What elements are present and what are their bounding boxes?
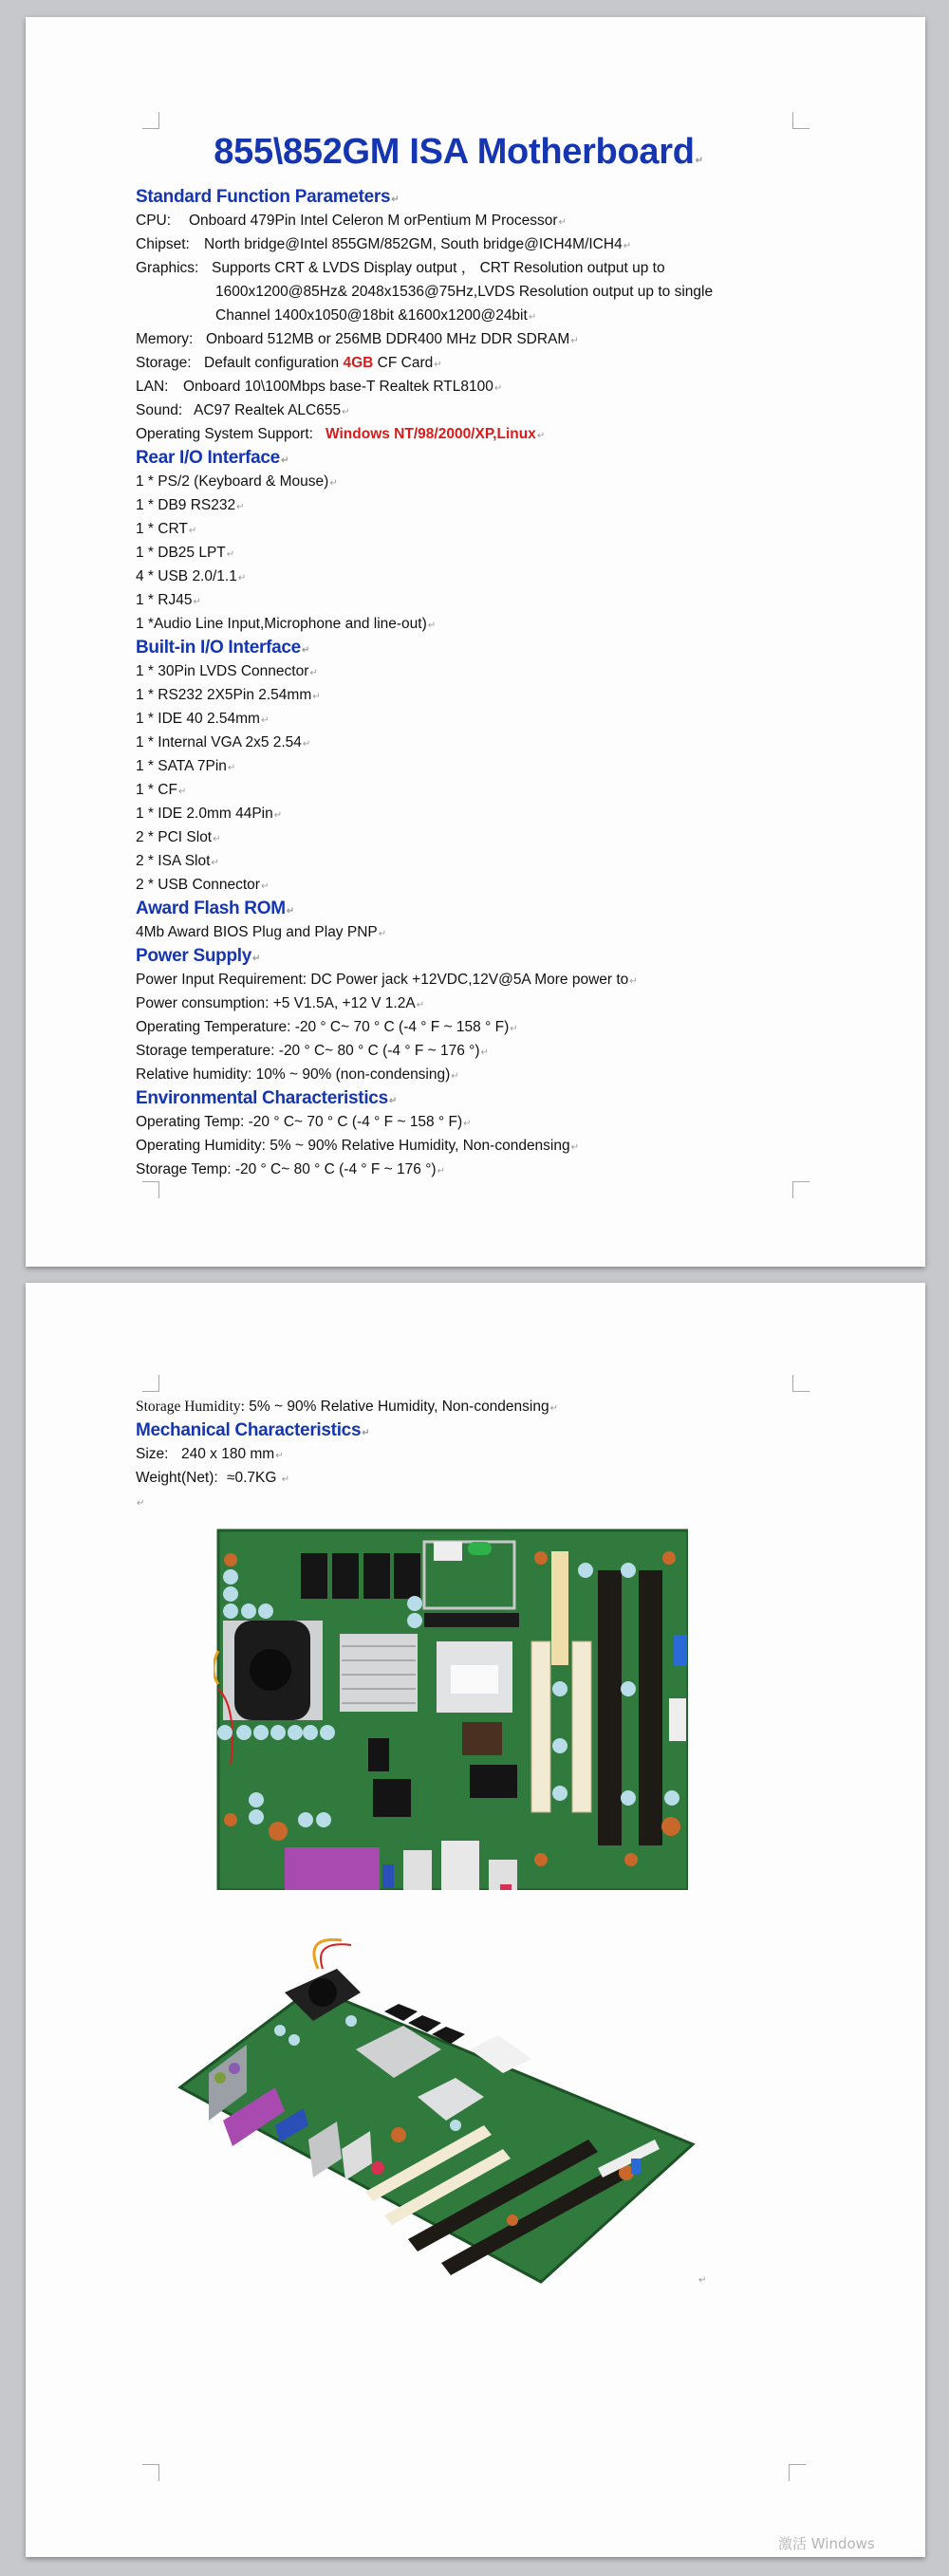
empty-paragraph: ↵ [137,1498,145,1509]
bios-chip [462,1722,502,1755]
lan-chip [470,1765,517,1798]
power-supply-item-text: Relative humidity: 10% ~ 90% (non-condensing) [136,1066,451,1083]
usb-ports [403,1850,432,1890]
rear-io-item-text: 4 * USB 2.0/1.1 [136,568,237,584]
environmental-item-text: Operating Humidity: 5% ~ 90% Relative Humidity, Non-condensing [136,1138,570,1154]
spec-graphics: Graphics: Supports CRT & LVDS Display output ， CRT Resolution output up to [136,260,665,276]
spec-lan: LAN: Onboard 10\100Mbps base-T Realtek RTL8100↵ [136,379,503,395]
motherboard-top-photo [214,1518,688,1890]
sata-connector [674,1635,687,1666]
power-supply-item: Relative humidity: 10% ~ 90% (non-condensing)↵ [136,1066,459,1083]
rear-io-item-text: 1 * CRT [136,521,188,537]
margin-mark [789,2464,806,2481]
heading-mechanical: Mechanical Characteristics↵ [136,1420,370,1440]
power-supply-list [136,968,800,1086]
builtin-io-item: 1 * CF↵ [136,782,187,798]
builtin-io-item-text: 1 * SATA 7Pin [136,758,227,774]
rear-io-item-text: 1 * DB25 LPT [136,545,226,561]
rear-io-item: 1 *Audio Line Input,Microphone and line-out)↵ [136,616,437,632]
spec-size: Size: 240 x 180 mm↵ [136,1446,284,1462]
environmental-item: Storage Temp: -20 ° C~ 80 ° C (-4 ° F ~ 176 °)↵ [136,1161,445,1177]
margin-mark [792,112,809,129]
isa-slot [639,1570,662,1845]
builtin-io-item-text: 2 * USB Connector [136,877,260,893]
isa-slot [598,1570,622,1845]
builtin-io-item-text: 2 * PCI Slot [136,829,213,845]
builtin-io-item-text: 1 * IDE 40 2.54mm [136,711,260,727]
environmental-list [136,1110,800,1181]
builtin-io-item: 1 * 30Pin LVDS Connector↵ [136,663,318,679]
rear-io-list [136,470,800,636]
power-supply-item-text: Storage temperature: -20 ° C~ 80 ° C (-4 ° F ~ 176 °) [136,1043,480,1059]
windows-activation-watermark: 激活 Windows [778,2535,875,2552]
spec-chipset: Chipset: North bridge@Intel 855GM/852GM, South bridge@ICH4M/ICH4↵ [136,236,632,252]
power-supply-item-text: Operating Temperature: -20 ° C~ 70 ° C (-4 ° F ~ 158 ° F) [136,1019,510,1035]
spec-memory: Memory: Onboard 512MB or 256MB DDR400 MHz DDR SDRAM↵ [136,331,579,347]
sata-connector [631,2159,641,2174]
builtin-io-item-text: 1 * Internal VGA 2x5 2.54 [136,734,302,751]
builtin-io-item: 1 * IDE 2.0mm 44Pin↵ [136,806,283,822]
pci-slot [531,1641,550,1812]
rear-io-item: 1 * DB9 RS232↵ [136,497,245,513]
heading-builtin-io: Built-in I/O Interface↵ [136,638,310,658]
heading-power-supply: Power Supply↵ [136,946,261,966]
page1-content [136,131,800,1181]
builtin-io-item-text: 2 * ISA Slot [136,853,211,869]
builtin-io-item: 2 * ISA Slot↵ [136,853,219,869]
builtin-io-item-text: 1 * CF [136,782,177,798]
heading-rear-io: Rear I/O Interface↵ [136,448,289,468]
builtin-io-item: 2 * PCI Slot↵ [136,829,221,845]
environmental-item: Operating Temp: -20 ° C~ 70 ° C (-4 ° F ~ 158 ° F)↵ [136,1114,472,1130]
heading-standard: Standard Function Parameters↵ [136,187,400,207]
power-supply-item-text: Power Input Requirement: DC Power jack +12VDC,12V@5A More power to [136,972,629,988]
margin-mark [792,1375,809,1392]
builtin-io-item: 1 * IDE 40 2.54mm↵ [136,711,270,727]
margin-mark [142,1181,159,1198]
rear-io-item-text: 1 *Audio Line Input,Microphone and line-out) [136,616,427,632]
vga-port [382,1864,394,1888]
heading-flash-rom: Award Flash ROM↵ [136,899,294,918]
rear-io-item: 1 * CRT↵ [136,521,197,537]
builtin-io-item: 1 * Internal VGA 2x5 2.54↵ [136,734,311,751]
document-title: 855\852GM ISA Motherboard↵ [214,132,703,172]
margin-mark [142,112,159,129]
builtin-io-item: 1 * RS232 2X5Pin 2.54mm↵ [136,687,321,703]
builtin-io-item: 1 * SATA 7Pin↵ [136,758,236,774]
power-supply-item: Power consumption: +5 V1.5A, +12 V 1.2A↵ [136,995,425,1011]
power-supply-item-text: Power consumption: +5 V1.5A, +12 V 1.2A [136,995,416,1011]
flash-rom-list [136,920,800,944]
rear-io-item-text: 1 * DB9 RS232 [136,497,236,513]
spec-graphics-line3: Channel 1400x1050@18bit &1600x1200@24bit↵ [215,307,537,324]
spec-storage: Storage: Default configuration 4GB CF Card↵ [136,355,442,371]
audio-jack [371,2161,384,2175]
builtin-io-list [136,659,800,897]
environmental-item-text: Operating Temp: -20 ° C~ 70 ° C (-4 ° F ~ 158 ° F) [136,1114,463,1130]
builtin-io-item-text: 1 * IDE 2.0mm 44Pin [136,806,273,822]
paragraph-mark: ↵ [698,2275,707,2286]
environmental-item: Operating Humidity: 5% ~ 90% Relative Humidity, Non-condensing↵ [136,1138,580,1154]
spec-storage-humidity: Storage Humidity: 5% ~ 90% Relative Humidity, Non-condensing↵ [136,1399,558,1415]
rear-io-item: 1 * PS/2 (Keyboard & Mouse)↵ [136,473,338,490]
page2-content [136,1395,800,1513]
margin-mark [142,2464,159,2481]
environmental-item-text: Storage Temp: -20 ° C~ 80 ° C (-4 ° F ~ 176 °) [136,1161,437,1177]
margin-mark [792,1181,809,1198]
power-supply-item: Operating Temperature: -20 ° C~ 70 ° C (-4 ° F ~ 158 ° F)↵ [136,1019,518,1035]
superio-chip [373,1779,411,1817]
pci-slot [572,1641,591,1812]
motherboard-angle-photo [171,1936,702,2287]
rear-io-item-text: 1 * RJ45 [136,592,193,608]
rear-io-item: 4 * USB 2.0/1.1↵ [136,568,247,584]
builtin-io-item-text: 1 * RS232 2X5Pin 2.54mm [136,687,312,703]
rj45-port [441,1841,479,1890]
spec-sound: Sound: AC97 Realtek ALC655↵ [136,402,350,418]
rear-io-item-text: 1 * PS/2 (Keyboard & Mouse) [136,473,329,490]
power-connector [669,1698,686,1741]
yellow-ide-connector [551,1551,568,1665]
parallel-port [285,1847,380,1890]
builtin-io-item-text: 1 * 30Pin LVDS Connector [136,663,309,679]
spec-cpu: CPU: Onboard 479Pin Intel Celeron M orPentium M Processor↵ [136,213,567,229]
spec-os: Operating System Support: Windows NT/98/2000/XP,Linux↵ [136,426,546,442]
rear-io-item: 1 * DB25 LPT↵ [136,545,235,561]
builtin-io-item: 2 * USB Connector↵ [136,877,270,893]
spec-graphics-line2: 1600x1200@85Hz& 2048x1536@75Hz,LVDS Resolution output up to single [215,284,714,300]
flash-rom-item: 4Mb Award BIOS Plug and Play PNP↵ [136,924,387,940]
spec-weight: Weight(Net): ≈0.7KG ↵ [136,1470,290,1486]
ide-connector [424,1613,519,1627]
flash-rom-item-text: 4Mb Award BIOS Plug and Play PNP [136,924,378,940]
power-supply-item: Storage temperature: -20 ° C~ 80 ° C (-4 ° F ~ 176 °)↵ [136,1043,489,1059]
heading-environmental: Environmental Characteristics↵ [136,1088,397,1108]
rear-io-item: 1 * RJ45↵ [136,592,201,608]
power-supply-item: Power Input Requirement: DC Power jack +12VDC,12V@5A More power to↵ [136,972,638,988]
margin-mark [142,1375,159,1392]
